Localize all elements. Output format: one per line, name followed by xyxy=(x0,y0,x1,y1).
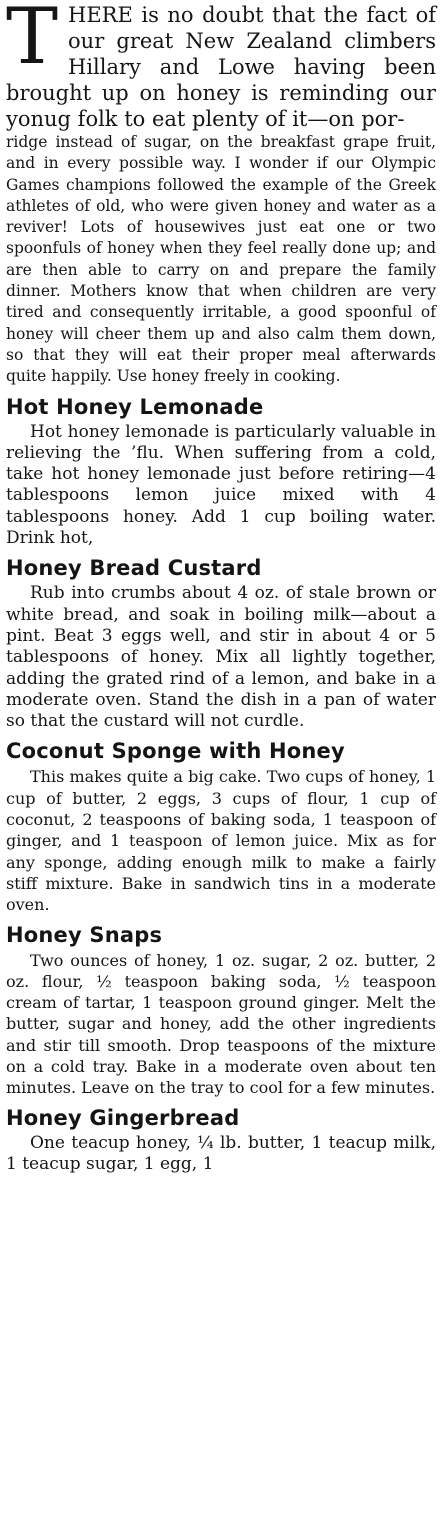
recipe-title-honey-bread-custard: Honey Bread Custard xyxy=(6,556,262,581)
recipe-text-hot-honey-lemonade: Hot honey lemonade is particularly valuable in relieving the ’flu. When suffering from a cold, take hot honey lemonade just before retiring—4 tablespoons lemon juice mixed with 4 tablespoons honey. Add 1 cup boiling water. Drink hot, xyxy=(6,421,436,549)
intro-lead-text: HERE is no doubt that the fact of our great New Zealand climbers Hillary and Lowe having been brought up on honey is reminding our yonug folk to eat plenty of it—on por- xyxy=(6,3,436,131)
intro-paragraph xyxy=(6,2,436,388)
recipe-title-honey-snaps: Honey Snaps xyxy=(6,922,163,947)
recipe-title-coconut-sponge: Coconut Sponge with Honey xyxy=(6,739,345,764)
recipe-title-honey-gingerbread: Honey Gingerbread xyxy=(6,1105,240,1130)
article xyxy=(6,2,436,1175)
intro-body-text: ridge instead of sugar, on the breakfast grape fruit, and in every possible way. I wonder if our Olympic Games champions followed the example of the Greek athletes of old, who were given honey and water as a reviver! Lots of housewives just eat one or two spoonfuls of honey when they feel really done up; and are then able to carry on and prepare the family dinner. Mothers know that when children are very tired and consequently irritable, a good spoonful of honey will cheer them up and also calm them down, so that they will eat their proper meal afterwards quite happily. Use honey freely in cooking. xyxy=(6,133,436,386)
recipe-text-honey-gingerbread: One teacup honey, ¼ lb. butter, 1 teacup milk, 1 teacup sugar, 1 egg, 1 xyxy=(6,1132,436,1174)
recipe-text-honey-snaps: Two ounces of honey, 1 oz. sugar, 2 oz. butter, 2 oz. flour, ½ teaspoon baking soda, ½ teaspoon cream of tartar, 1 teaspoon ground ginger. Melt the butter, sugar and honey, add the other ingredients and stir till smooth. Drop teaspoons of the mixture on a cold tray. Bake in a moderate oven about ten minutes. Leave on the tray to cool for a few minutes. xyxy=(6,950,436,1098)
recipe-text-coconut-sponge: This makes quite a big cake. Two cups of honey, 1 cup of butter, 2 eggs, 3 cups of flour, 1 cup of coconut, 2 teaspoons of baking soda, 1 teaspoon of ginger, and 1 teaspoon of lemon juice. Mix as for any sponge, adding enough milk to make a fairly stiff mixture. Bake in sandwich tins in a moderate oven. xyxy=(6,767,436,915)
recipe-title-hot-honey-lemonade: Hot Honey Lemonade xyxy=(6,394,264,419)
recipe-text-honey-bread-custard: Rub into crumbs about 4 oz. of stale brown or white bread, and soak in boiling milk—about a pint. Beat 3 eggs well, and stir in about 4 or 5 tablespoons of honey. Mix all lightly together, adding the grated rind of a lemon, and bake in a moderate oven. Stand the dish in a pan of water so that the custard will not curdle. xyxy=(6,583,436,732)
drop-cap: T xyxy=(6,0,59,82)
